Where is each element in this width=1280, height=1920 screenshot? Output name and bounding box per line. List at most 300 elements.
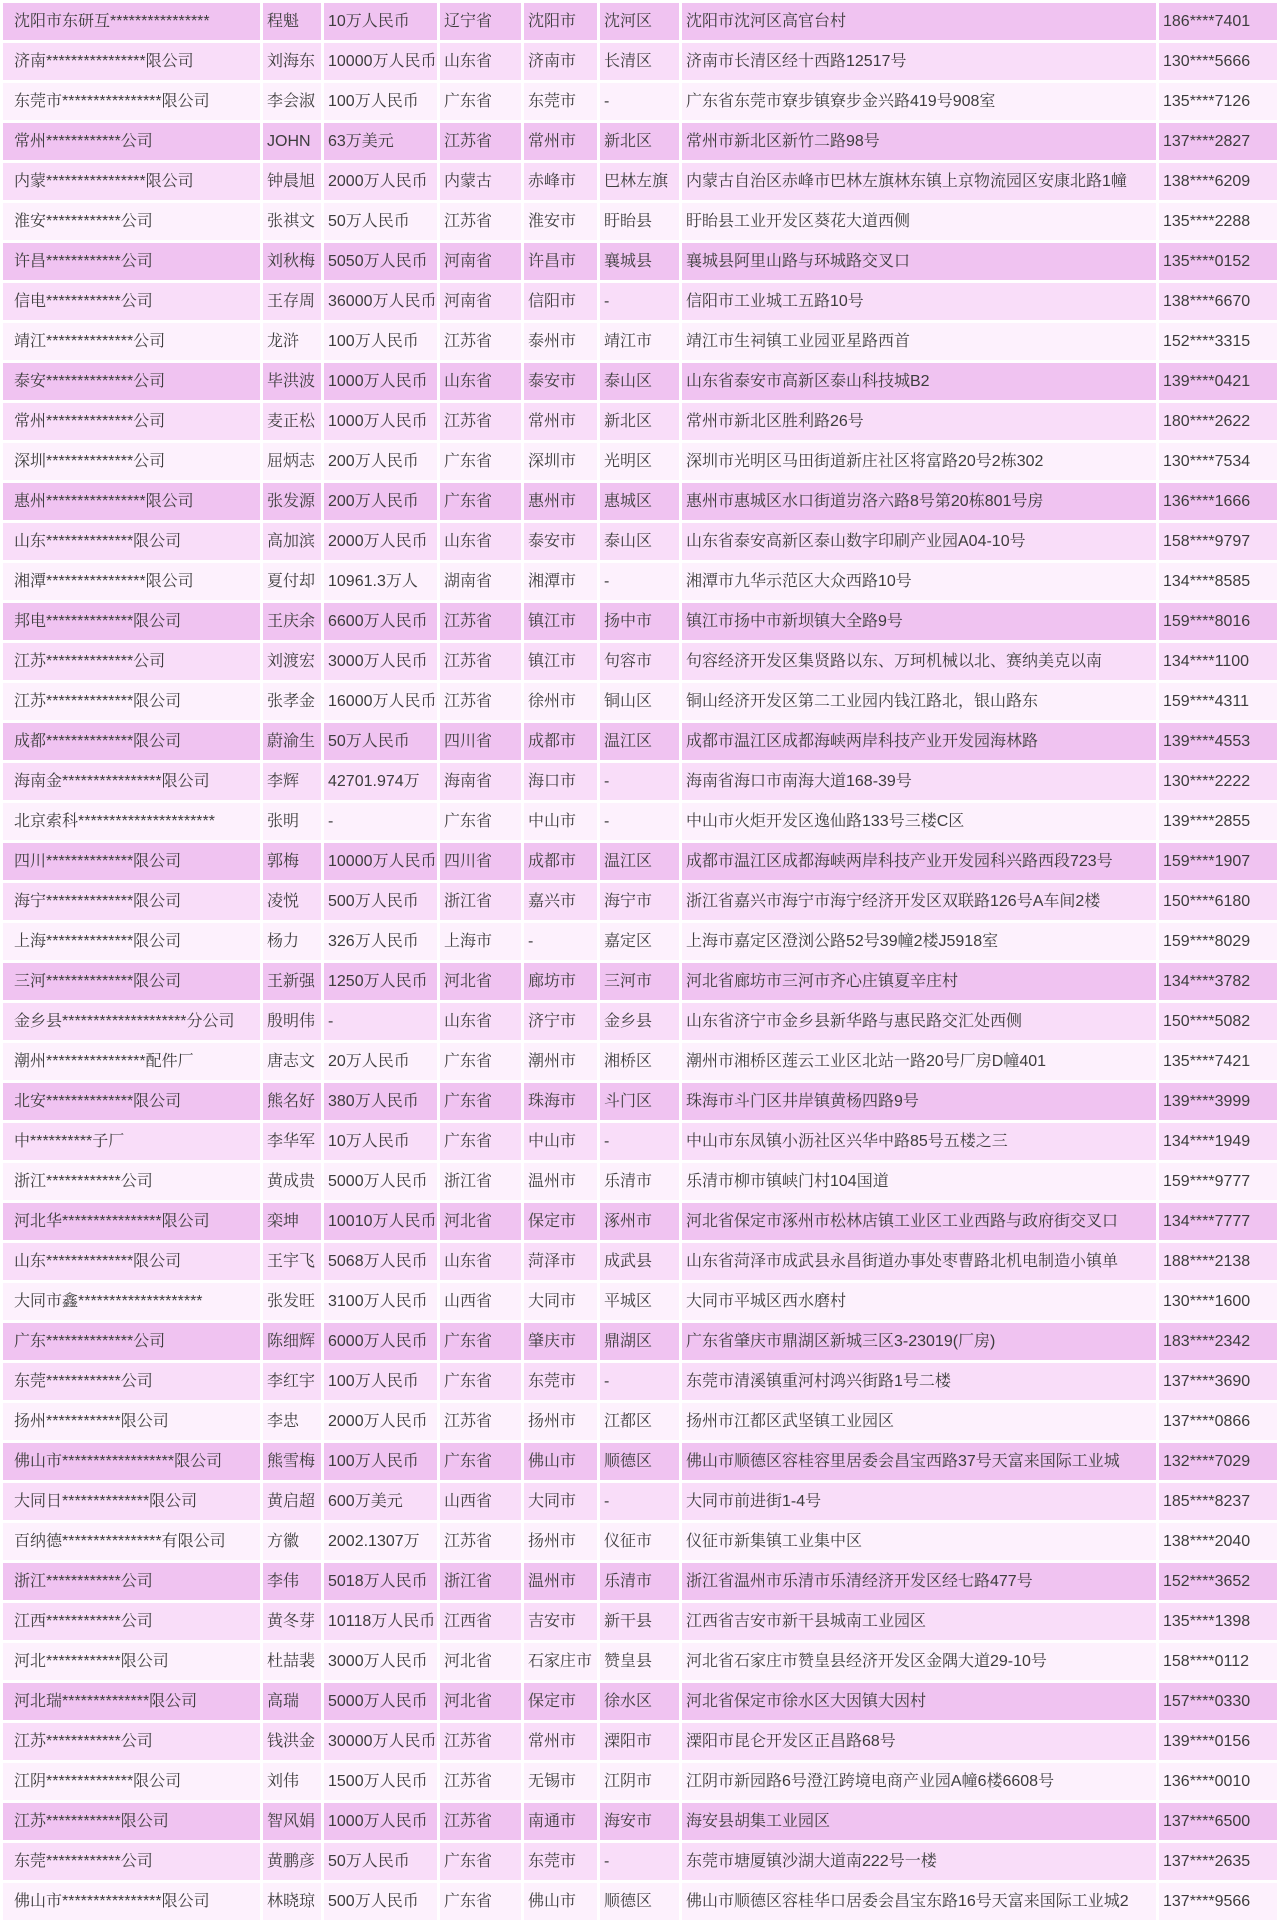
cell-address: 内蒙古自治区赤峰市巴林左旗林东镇上京物流园区安康北路1幢	[682, 163, 1156, 200]
table-row	[3, 643, 1277, 680]
cell-district: -	[600, 763, 679, 800]
table-row	[3, 1523, 1277, 1560]
cell-phone: 138****6670	[1159, 283, 1277, 320]
cell-person-name: 张孝金	[263, 683, 321, 720]
cell-province: 山西省	[440, 1283, 521, 1320]
cell-person-name: 麦正松	[263, 403, 321, 440]
cell-province: 上海市	[440, 923, 521, 960]
table-row	[3, 1843, 1277, 1880]
cell-province: 江西省	[440, 1603, 521, 1640]
cell-city: 东莞市	[524, 1363, 597, 1400]
cell-address: 海安县胡集工业园区	[682, 1803, 1156, 1840]
cell-city: -	[524, 923, 597, 960]
cell-person-name: 夏付却	[263, 563, 321, 600]
cell-person-name: 林晓琼	[263, 1883, 321, 1920]
cell-city: 深圳市	[524, 443, 597, 480]
cell-district: 金乡县	[600, 1003, 679, 1040]
cell-address: 常州市新北区胜利路26号	[682, 403, 1156, 440]
cell-phone: 159****9777	[1159, 1163, 1277, 1200]
cell-city: 济南市	[524, 43, 597, 80]
cell-province: 广东省	[440, 1443, 521, 1480]
cell-person-name: 王庆余	[263, 603, 321, 640]
cell-city: 淮安市	[524, 203, 597, 240]
cell-registered-capital: 63万美元	[324, 123, 437, 160]
cell-company-name: 山东**************限公司	[3, 1243, 260, 1280]
cell-province: 山西省	[440, 1483, 521, 1520]
cell-district: 光明区	[600, 443, 679, 480]
cell-city: 镇江市	[524, 603, 597, 640]
table-row	[3, 603, 1277, 640]
cell-address: 海南省海口市南海大道168-39号	[682, 763, 1156, 800]
cell-person-name: 王新强	[263, 963, 321, 1000]
cell-province: 山东省	[440, 1243, 521, 1280]
cell-province: 浙江省	[440, 883, 521, 920]
cell-district: 新干县	[600, 1603, 679, 1640]
cell-city: 保定市	[524, 1203, 597, 1240]
cell-phone: 180****2622	[1159, 403, 1277, 440]
cell-district: 江阴市	[600, 1763, 679, 1800]
cell-phone: 135****7421	[1159, 1043, 1277, 1080]
cell-city: 中山市	[524, 1123, 597, 1160]
cell-city: 徐州市	[524, 683, 597, 720]
table-row	[3, 1323, 1277, 1360]
cell-district: 新北区	[600, 123, 679, 160]
cell-city: 扬州市	[524, 1403, 597, 1440]
table-row	[3, 3, 1277, 40]
cell-city: 惠州市	[524, 483, 597, 520]
cell-address: 潮州市湘桥区莲云工业区北站一路20号厂房D幢401	[682, 1043, 1156, 1080]
cell-district: 扬中市	[600, 603, 679, 640]
cell-district: 赞皇县	[600, 1643, 679, 1680]
cell-district: 仪征市	[600, 1523, 679, 1560]
cell-district: 三河市	[600, 963, 679, 1000]
cell-registered-capital: 3000万人民币	[324, 643, 437, 680]
cell-address: 惠州市惠城区水口街道岃洛六路8号第20栋801号房	[682, 483, 1156, 520]
cell-city: 海口市	[524, 763, 597, 800]
cell-phone: 157****0330	[1159, 1683, 1277, 1720]
cell-province: 广东省	[440, 1363, 521, 1400]
cell-phone: 152****3652	[1159, 1563, 1277, 1600]
table-row	[3, 123, 1277, 160]
cell-phone: 138****2040	[1159, 1523, 1277, 1560]
cell-district: 海安市	[600, 1803, 679, 1840]
cell-province: 广东省	[440, 483, 521, 520]
cell-city: 温州市	[524, 1163, 597, 1200]
cell-province: 内蒙古	[440, 163, 521, 200]
cell-district: 盱眙县	[600, 203, 679, 240]
cell-person-name: 黄启超	[263, 1483, 321, 1520]
cell-province: 江苏省	[440, 403, 521, 440]
cell-city: 湘潭市	[524, 563, 597, 600]
cell-person-name: 张祺文	[263, 203, 321, 240]
cell-district: 海宁市	[600, 883, 679, 920]
cell-address: 大同市前进街1-4号	[682, 1483, 1156, 1520]
cell-registered-capital: 5050万人民币	[324, 243, 437, 280]
table-row	[3, 963, 1277, 1000]
cell-company-name: 内蒙****************限公司	[3, 163, 260, 200]
cell-company-name: 河北瑞**************限公司	[3, 1683, 260, 1720]
cell-phone: 159****1907	[1159, 843, 1277, 880]
cell-person-name: 毕洪波	[263, 363, 321, 400]
cell-address: 浙江省嘉兴市海宁市海宁经济开发区双联路126号A车间2楼	[682, 883, 1156, 920]
table-row	[3, 283, 1277, 320]
table-row	[3, 1403, 1277, 1440]
table-row	[3, 1803, 1277, 1840]
cell-address: 江西省吉安市新干县城南工业园区	[682, 1603, 1156, 1640]
cell-city: 菏泽市	[524, 1243, 597, 1280]
cell-company-name: 深圳**************公司	[3, 443, 260, 480]
cell-registered-capital: -	[324, 1003, 437, 1040]
cell-person-name: 郭梅	[263, 843, 321, 880]
cell-registered-capital: 500万人民币	[324, 1883, 437, 1920]
cell-province: 广东省	[440, 1883, 521, 1920]
table-row	[3, 1563, 1277, 1600]
table-row	[3, 203, 1277, 240]
cell-city: 保定市	[524, 1683, 597, 1720]
cell-registered-capital: 1000万人民币	[324, 1803, 437, 1840]
cell-address: 河北省廊坊市三河市齐心庄镇夏辛庄村	[682, 963, 1156, 1000]
cell-company-name: 佛山市******************限公司	[3, 1443, 260, 1480]
cell-company-name: 常州**************公司	[3, 403, 260, 440]
cell-district: -	[600, 1123, 679, 1160]
cell-city: 温州市	[524, 1563, 597, 1600]
cell-province: 江苏省	[440, 323, 521, 360]
cell-phone: 139****2855	[1159, 803, 1277, 840]
cell-registered-capital: 50万人民币	[324, 203, 437, 240]
cell-province: 江苏省	[440, 643, 521, 680]
cell-phone: 135****2288	[1159, 203, 1277, 240]
cell-address: 河北省保定市涿州市松林店镇工业区工业西路与政府街交叉口	[682, 1203, 1156, 1240]
cell-registered-capital: 42701.974万	[324, 763, 437, 800]
cell-province: 广东省	[440, 1043, 521, 1080]
table-row	[3, 1203, 1277, 1240]
table-row	[3, 723, 1277, 760]
cell-province: 广东省	[440, 83, 521, 120]
cell-city: 嘉兴市	[524, 883, 597, 920]
cell-person-name: 李伟	[263, 1563, 321, 1600]
table-row	[3, 843, 1277, 880]
cell-province: 河南省	[440, 243, 521, 280]
cell-city: 肇庆市	[524, 1323, 597, 1360]
cell-registered-capital: 2000万人民币	[324, 163, 437, 200]
cell-address: 山东省泰安高新区泰山数字印刷产业园A04-10号	[682, 523, 1156, 560]
cell-province: 广东省	[440, 1083, 521, 1120]
cell-phone: 137****3690	[1159, 1363, 1277, 1400]
cell-address: 佛山市顺德区容桂容里居委会昌宝西路37号天富来国际工业城	[682, 1443, 1156, 1480]
cell-registered-capital: 1500万人民币	[324, 1763, 437, 1800]
cell-province: 四川省	[440, 843, 521, 880]
cell-city: 沈阳市	[524, 3, 597, 40]
cell-phone: 159****8029	[1159, 923, 1277, 960]
cell-city: 大同市	[524, 1483, 597, 1520]
cell-district: -	[600, 83, 679, 120]
table-row	[3, 43, 1277, 80]
cell-province: 浙江省	[440, 1563, 521, 1600]
cell-company-name: 海宁**************限公司	[3, 883, 260, 920]
cell-district: -	[600, 283, 679, 320]
cell-company-name: 靖江**************公司	[3, 323, 260, 360]
table-row	[3, 1683, 1277, 1720]
cell-phone: 137****2827	[1159, 123, 1277, 160]
cell-registered-capital: 6000万人民币	[324, 1323, 437, 1360]
cell-phone: 134****1949	[1159, 1123, 1277, 1160]
cell-province: 江苏省	[440, 203, 521, 240]
cell-phone: 186****7401	[1159, 3, 1277, 40]
cell-city: 镇江市	[524, 643, 597, 680]
cell-phone: 137****9566	[1159, 1883, 1277, 1920]
cell-district: 涿州市	[600, 1203, 679, 1240]
table-row	[3, 563, 1277, 600]
cell-city: 东莞市	[524, 83, 597, 120]
cell-company-name: 四川**************限公司	[3, 843, 260, 880]
cell-district: 温江区	[600, 843, 679, 880]
table-row	[3, 1163, 1277, 1200]
cell-person-name: 王宇飞	[263, 1243, 321, 1280]
cell-company-name: 上海**************限公司	[3, 923, 260, 960]
table-row	[3, 1363, 1277, 1400]
cell-address: 广东省肇庆市鼎湖区新城三区3-23019(厂房)	[682, 1323, 1156, 1360]
cell-district: -	[600, 1483, 679, 1520]
cell-person-name: 陈细辉	[263, 1323, 321, 1360]
cell-company-name: 东莞************公司	[3, 1843, 260, 1880]
cell-registered-capital: 10000万人民币	[324, 843, 437, 880]
cell-city: 许昌市	[524, 243, 597, 280]
cell-person-name: 刘渡宏	[263, 643, 321, 680]
table-row	[3, 1643, 1277, 1680]
cell-city: 石家庄市	[524, 1643, 597, 1680]
cell-address: 济南市长清区经十西路12517号	[682, 43, 1156, 80]
cell-company-name: 江苏**************限公司	[3, 683, 260, 720]
cell-company-name: 扬州************限公司	[3, 1403, 260, 1440]
cell-city: 成都市	[524, 843, 597, 880]
cell-phone: 135****7126	[1159, 83, 1277, 120]
cell-registered-capital: 200万人民币	[324, 483, 437, 520]
cell-registered-capital: 10961.3万人	[324, 563, 437, 600]
cell-address: 山东省济宁市金乡县新华路与惠民路交汇处西侧	[682, 1003, 1156, 1040]
cell-city: 大同市	[524, 1283, 597, 1320]
cell-phone: 159****8016	[1159, 603, 1277, 640]
cell-address: 盱眙县工业开发区葵花大道西侧	[682, 203, 1156, 240]
cell-district: 新北区	[600, 403, 679, 440]
cell-province: 江苏省	[440, 1723, 521, 1760]
cell-phone: 150****6180	[1159, 883, 1277, 920]
cell-phone: 137****2635	[1159, 1843, 1277, 1880]
cell-city: 赤峰市	[524, 163, 597, 200]
table-row	[3, 1443, 1277, 1480]
cell-registered-capital: 20万人民币	[324, 1043, 437, 1080]
cell-city: 廊坊市	[524, 963, 597, 1000]
cell-address: 常州市新北区新竹二路98号	[682, 123, 1156, 160]
cell-address: 溧阳市昆仑开发区正昌路68号	[682, 1723, 1156, 1760]
cell-person-name: 方徽	[263, 1523, 321, 1560]
table-row	[3, 1603, 1277, 1640]
cell-district: 长清区	[600, 43, 679, 80]
cell-district: 句容市	[600, 643, 679, 680]
cell-registered-capital: 1000万人民币	[324, 403, 437, 440]
cell-city: 中山市	[524, 803, 597, 840]
cell-phone: 130****7534	[1159, 443, 1277, 480]
cell-address: 东莞市塘厦镇沙湖大道南222号一楼	[682, 1843, 1156, 1880]
cell-company-name: 东莞************公司	[3, 1363, 260, 1400]
cell-district: 顺德区	[600, 1443, 679, 1480]
cell-address: 东莞市清溪镇重河村鸿兴街路1号二楼	[682, 1363, 1156, 1400]
cell-company-name: 湘潭****************限公司	[3, 563, 260, 600]
cell-phone: 139****0421	[1159, 363, 1277, 400]
cell-province: 河南省	[440, 283, 521, 320]
cell-city: 常州市	[524, 123, 597, 160]
cell-company-name: 浙江************公司	[3, 1163, 260, 1200]
cell-city: 无锡市	[524, 1763, 597, 1800]
cell-address: 成都市温江区成都海峡两岸科技产业开发园海林路	[682, 723, 1156, 760]
cell-person-name: 蔚渝生	[263, 723, 321, 760]
cell-province: 江苏省	[440, 603, 521, 640]
cell-person-name: 黄冬芽	[263, 1603, 321, 1640]
cell-province: 江苏省	[440, 683, 521, 720]
cell-district: 温江区	[600, 723, 679, 760]
cell-address: 河北省石家庄市赞皇县经济开发区金隅大道29-10号	[682, 1643, 1156, 1680]
cell-registered-capital: 10118万人民币	[324, 1603, 437, 1640]
cell-registered-capital: 600万美元	[324, 1483, 437, 1520]
cell-person-name: 黄鹏彦	[263, 1843, 321, 1880]
cell-address: 中山市火炬开发区逸仙路133号三楼C区	[682, 803, 1156, 840]
cell-address: 信阳市工业城工五路10号	[682, 283, 1156, 320]
cell-district: 襄城县	[600, 243, 679, 280]
cell-registered-capital: 10010万人民币	[324, 1203, 437, 1240]
cell-company-name: 成都**************限公司	[3, 723, 260, 760]
cell-district: 沈河区	[600, 3, 679, 40]
table-row	[3, 483, 1277, 520]
cell-address: 沈阳市沈河区高官台村	[682, 3, 1156, 40]
cell-company-name: 广东**************公司	[3, 1323, 260, 1360]
cell-person-name: 龙浒	[263, 323, 321, 360]
cell-address: 镇江市扬中市新坝镇大全路9号	[682, 603, 1156, 640]
cell-district: 惠城区	[600, 483, 679, 520]
cell-phone: 158****0112	[1159, 1643, 1277, 1680]
cell-province: 山东省	[440, 523, 521, 560]
cell-address: 大同市平城区西水磨村	[682, 1283, 1156, 1320]
cell-district: 平城区	[600, 1283, 679, 1320]
cell-company-name: 三河**************限公司	[3, 963, 260, 1000]
cell-district: 顺德区	[600, 1883, 679, 1920]
cell-company-name: 济南****************限公司	[3, 43, 260, 80]
table-row	[3, 1283, 1277, 1320]
cell-registered-capital: 5068万人民币	[324, 1243, 437, 1280]
cell-person-name: 高加滨	[263, 523, 321, 560]
cell-district: 泰山区	[600, 363, 679, 400]
cell-phone: 134****8585	[1159, 563, 1277, 600]
cell-city: 佛山市	[524, 1883, 597, 1920]
cell-district: 泰山区	[600, 523, 679, 560]
cell-district: -	[600, 563, 679, 600]
cell-address: 成都市温江区成都海峡两岸科技产业开发园科兴路西段723号	[682, 843, 1156, 880]
cell-company-name: 中**********子厂	[3, 1123, 260, 1160]
cell-phone: 138****6209	[1159, 163, 1277, 200]
cell-address: 仪征市新集镇工业集中区	[682, 1523, 1156, 1560]
cell-city: 潮州市	[524, 1043, 597, 1080]
cell-person-name: 杨力	[263, 923, 321, 960]
cell-person-name: 张发源	[263, 483, 321, 520]
cell-province: 河北省	[440, 963, 521, 1000]
cell-registered-capital: 100万人民币	[324, 1443, 437, 1480]
cell-phone: 132****7029	[1159, 1443, 1277, 1480]
cell-person-name: 程魁	[263, 3, 321, 40]
cell-province: 湖南省	[440, 563, 521, 600]
cell-city: 成都市	[524, 723, 597, 760]
cell-district: -	[600, 1363, 679, 1400]
cell-address: 江阴市新园路6号澄江跨境电商产业园A幢6楼6608号	[682, 1763, 1156, 1800]
cell-district: 湘桥区	[600, 1043, 679, 1080]
cell-person-name: 杜喆裴	[263, 1643, 321, 1680]
table-row	[3, 83, 1277, 120]
cell-person-name: 屈炳志	[263, 443, 321, 480]
cell-phone: 137****0866	[1159, 1403, 1277, 1440]
cell-registered-capital: 6600万人民币	[324, 603, 437, 640]
cell-company-name: 浙江************公司	[3, 1563, 260, 1600]
cell-province: 江苏省	[440, 1763, 521, 1800]
cell-phone: 136****0010	[1159, 1763, 1277, 1800]
cell-company-name: 河北华****************限公司	[3, 1203, 260, 1240]
cell-person-name: JOHN	[263, 123, 321, 160]
cell-person-name: 栾坤	[263, 1203, 321, 1240]
table-row	[3, 803, 1277, 840]
table-row	[3, 1723, 1277, 1760]
cell-district: 斗门区	[600, 1083, 679, 1120]
cell-person-name: 智风娟	[263, 1803, 321, 1840]
cell-company-name: 许昌************公司	[3, 243, 260, 280]
cell-registered-capital: 100万人民币	[324, 323, 437, 360]
table-row	[3, 923, 1277, 960]
cell-company-name: 常州************公司	[3, 123, 260, 160]
cell-person-name: 刘伟	[263, 1763, 321, 1800]
cell-registered-capital: 100万人民币	[324, 1363, 437, 1400]
cell-phone: 130****1600	[1159, 1283, 1277, 1320]
cell-district: 巴林左旗	[600, 163, 679, 200]
cell-registered-capital: 10万人民币	[324, 1123, 437, 1160]
cell-registered-capital: 50万人民币	[324, 723, 437, 760]
cell-district: 鼎湖区	[600, 1323, 679, 1360]
cell-person-name: 钱洪金	[263, 1723, 321, 1760]
cell-company-name: 山东**************限公司	[3, 523, 260, 560]
cell-person-name: 张发旺	[263, 1283, 321, 1320]
table-row	[3, 1883, 1277, 1920]
cell-district: 乐清市	[600, 1163, 679, 1200]
cell-district: -	[600, 803, 679, 840]
table-row	[3, 323, 1277, 360]
cell-phone: 139****0156	[1159, 1723, 1277, 1760]
cell-phone: 135****0152	[1159, 243, 1277, 280]
cell-city: 泰安市	[524, 523, 597, 560]
cell-phone: 136****1666	[1159, 483, 1277, 520]
cell-address: 湘潭市九华示范区大众西路10号	[682, 563, 1156, 600]
table-row	[3, 1043, 1277, 1080]
cell-company-name: 淮安************公司	[3, 203, 260, 240]
cell-address: 扬州市江都区武坚镇工业园区	[682, 1403, 1156, 1440]
cell-province: 广东省	[440, 803, 521, 840]
cell-district: 江都区	[600, 1403, 679, 1440]
cell-province: 广东省	[440, 1843, 521, 1880]
cell-person-name: 李辉	[263, 763, 321, 800]
cell-city: 常州市	[524, 403, 597, 440]
cell-registered-capital: 50万人民币	[324, 1843, 437, 1880]
cell-city: 信阳市	[524, 283, 597, 320]
cell-address: 靖江市生祠镇工业园亚星路西首	[682, 323, 1156, 360]
cell-phone: 139****3999	[1159, 1083, 1277, 1120]
cell-registered-capital: 326万人民币	[324, 923, 437, 960]
cell-address: 浙江省温州市乐清市乐清经济开发区经七路477号	[682, 1563, 1156, 1600]
cell-province: 山东省	[440, 1003, 521, 1040]
cell-province: 四川省	[440, 723, 521, 760]
cell-phone: 134****7777	[1159, 1203, 1277, 1240]
